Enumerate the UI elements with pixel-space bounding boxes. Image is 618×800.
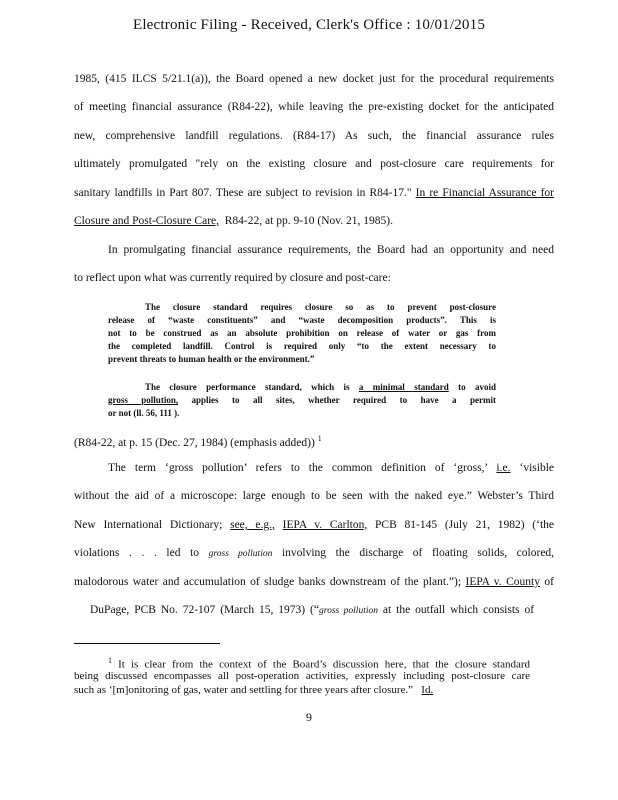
footnote-line: being discussed encompasses all post-operation activities, expressly including post-closure care: [74, 670, 530, 682]
paragraph-line: [74, 576, 554, 588]
body-text-italic: gross pollution: [319, 606, 378, 616]
body-line: ultimately promulgated "rely on the existing closure and post-closure care requirements for: [74, 158, 554, 170]
quote2-text: to avoid: [458, 382, 496, 392]
quote-line: not to be construed as an absolute prohibition on release of water or gas from: [108, 328, 496, 338]
body-line-with-citation: [74, 187, 554, 199]
body-text-italic: gross pollution: [208, 549, 273, 559]
body-text: New International Dictionary;: [74, 519, 223, 531]
paragraph-line: [90, 604, 534, 616]
body-text: PCB 81-145 (July 21, 1982) (‘the: [375, 519, 554, 531]
quote2-line: [108, 394, 496, 407]
quote-line: release of “waste constituents” and “waste decomposition products”. This is: [108, 315, 496, 325]
paragraph-line: In promulgating financial assurance requirements, the Board had an opportunity and need: [108, 244, 554, 256]
body-text-underlined: see, e.g.,: [230, 519, 275, 531]
quote2-line: or not (ll. 56, 111 ).: [108, 408, 180, 418]
quote-source: (R84-22, at p. 15 (Dec. 27, 1984) (emphasis added)): [74, 436, 315, 449]
quote2-line: [145, 381, 496, 394]
citation-line: [74, 215, 554, 227]
case-name: IEPA v. Carlton,: [282, 519, 368, 531]
body-text: malodorous water and accumulation of sludge banks downstream of the plant.”);: [74, 576, 462, 588]
body-line: 1985, (415 ILCS 5/21.1(a)), the Board opened a new docket just for the procedural requirements: [74, 73, 554, 85]
footnote-marker: 1: [317, 434, 322, 443]
footnote-number: 1: [108, 656, 112, 665]
body-line: of meeting financial assurance (R84-22), while leaving the pre-existing docket for the anticipated: [74, 101, 554, 113]
quote-line: the completed landfill. Control is required only “to the extent necessary to: [108, 341, 496, 351]
paragraph-line: [108, 462, 554, 474]
body-text: sanitary landfills in Part 807. These are subject to revision in R84-17.": [74, 187, 412, 199]
filing-header: Electronic Filing - Received, Clerk's Office : 10/01/2015: [132, 17, 486, 33]
body-text: of: [544, 576, 554, 588]
citation-tail: R84-22, at pp. 9-10 (Nov. 21, 1985).: [224, 215, 393, 227]
quote2-text: applies to all sites, whether required to have a permit: [191, 395, 496, 405]
paragraph-line: [74, 519, 554, 531]
footnote-text: such as ‘[m]onitoring of gas, water and settling for three years after closure.”: [74, 684, 414, 696]
body-text-underlined: i.e.: [496, 462, 511, 474]
quote-line: The closure standard requires closure so as to prevent post-closure: [145, 302, 496, 312]
case-name: IEPA v. County: [465, 576, 540, 588]
footnote-id: Id.: [421, 684, 434, 696]
citation-title-cont: Closure and Post-Closure Care,: [74, 215, 220, 227]
page-number: 9: [306, 710, 312, 724]
quote-citation: [74, 434, 554, 449]
quote-line: prevent threats to human health or the environment.”: [108, 354, 315, 364]
body-text: involving the discharge of floating solids, colored,: [281, 547, 555, 559]
paragraph-line: [74, 547, 554, 559]
footnote-rule: [74, 643, 220, 644]
body-text: ‘visible: [519, 462, 554, 474]
footnote-line: [108, 656, 530, 671]
citation-title: In re Financial Assurance for: [415, 187, 554, 199]
body-text: DuPage, PCB No. 72-107 (March 15, 1973) (“: [90, 604, 319, 616]
body-text: The term ‘gross pollution’ refers to the common definition of ‘gross,’: [108, 462, 488, 474]
paragraph-line: to reflect upon what was currently required by closure and post-care:: [74, 272, 391, 284]
quote2-emphasis: gross pollution,: [108, 395, 179, 405]
footnote-line: [74, 684, 530, 696]
quote2-text: The closure performance standard, which is: [145, 382, 350, 392]
body-line: new, comprehensive landfill regulations. (R84-17) As such, the financial assurance rules: [74, 130, 554, 142]
paragraph-line: without the aid of a microscope: large enough to be seen with the naked eye.” Webster’s Third: [74, 490, 554, 502]
body-text: violations . . . led to: [74, 547, 200, 559]
quote2-emphasis: a minimal standard: [358, 382, 449, 392]
footnote-text: It is clear from the context of the Board’s discussion here, that the closure standard: [118, 658, 530, 671]
body-text: at the outfall which consists of: [382, 604, 535, 616]
